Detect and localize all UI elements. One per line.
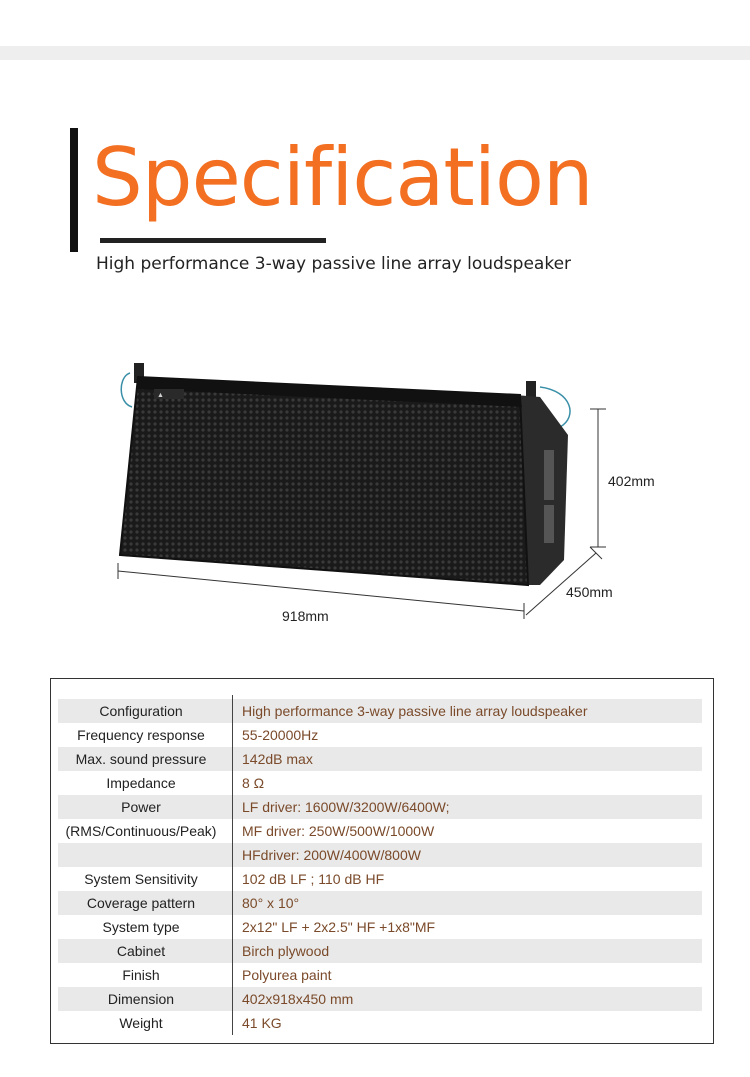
page-title: Specification: [92, 131, 593, 224]
table-row: [58, 963, 702, 987]
table-row: [58, 843, 702, 867]
spec-value: 402x918x450 mm: [242, 991, 354, 1007]
table-row: [58, 699, 702, 723]
spec-label: Frequency response: [77, 727, 205, 743]
spec-value: Polyurea paint: [242, 967, 332, 983]
spec-value: 80° x 10°: [242, 895, 300, 911]
cabinet-front-grille: [120, 377, 528, 585]
top-band: [0, 46, 750, 60]
table-row: [58, 795, 702, 819]
table-row: [58, 891, 702, 915]
height-dimension-label: 402mm: [608, 473, 655, 489]
spec-label: Weight: [119, 1015, 163, 1031]
width-dimension-label: 918mm: [282, 608, 329, 624]
spec-value: LF driver: 1600W/3200W/6400W;: [242, 799, 450, 815]
depth-dimension-label: 450mm: [566, 584, 613, 600]
spec-value: 2x12" LF + 2x2.5" HF +1x8"MF: [242, 919, 436, 935]
spec-value: MF driver: 250W/500W/1000W: [242, 823, 435, 839]
title-accent-bar: [70, 128, 78, 252]
spec-value: 55-20000Hz: [242, 727, 319, 743]
table-row: [58, 939, 702, 963]
title-underline: [100, 238, 326, 243]
spec-label: System Sensitivity: [84, 871, 198, 887]
spec-label: Power: [121, 799, 161, 815]
spec-value: Birch plywood: [242, 943, 330, 959]
spec-label: Cabinet: [116, 943, 166, 959]
table-row: [58, 1011, 702, 1035]
spec-label: Finish: [122, 967, 160, 983]
spec-label: Max. sound pressure: [75, 751, 207, 767]
table-row: [58, 723, 702, 747]
spec-table-divider: [232, 695, 233, 1035]
table-row: [58, 747, 702, 771]
spec-label: Coverage pattern: [86, 895, 196, 911]
svg-text:▲: ▲: [157, 392, 164, 399]
spec-label: Impedance: [106, 775, 176, 791]
spec-value: 142dB max: [242, 751, 313, 767]
table-row: [58, 915, 702, 939]
height-dimension-line: [590, 409, 606, 547]
spec-value: High performance 3-way passive line array loudspeaker: [242, 703, 588, 719]
spec-label: [58, 843, 224, 867]
spec-value: HFdriver: 200W/400W/800W: [242, 847, 421, 863]
spec-label: System type: [102, 919, 180, 935]
page-subtitle: High performance 3-way passive line array loudspeaker: [96, 254, 572, 274]
spec-value: 102 dB LF ; 110 dB HF: [242, 871, 385, 887]
spec-value: 41 KG: [242, 1015, 282, 1031]
table-row: [58, 867, 702, 891]
spec-label: Dimension: [107, 991, 175, 1007]
table-row: [58, 987, 702, 1011]
table-row: [58, 819, 702, 843]
table-row: [58, 771, 702, 795]
spec-label: Configuration: [99, 703, 183, 719]
spec-value: 8 Ω: [242, 775, 265, 791]
product-image: [110, 355, 670, 635]
spec-label: (RMS/Continuous/Peak): [65, 823, 217, 839]
brand-logo-icon: [154, 389, 184, 399]
